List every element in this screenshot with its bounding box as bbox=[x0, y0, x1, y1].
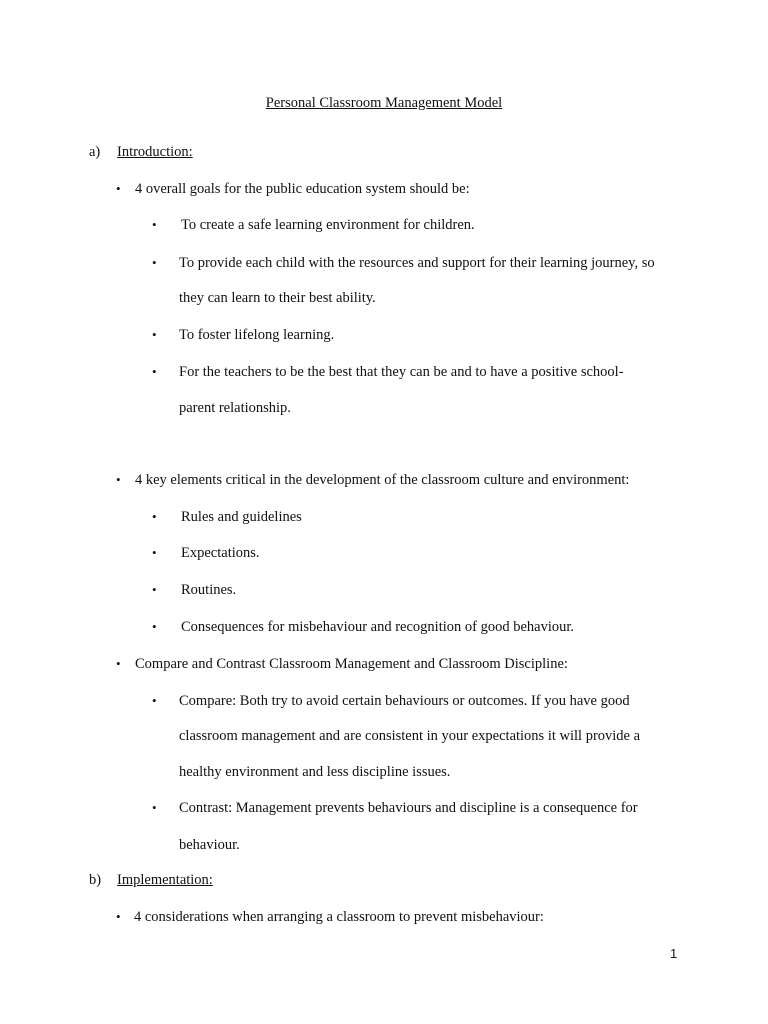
bullet-icon: • bbox=[152, 509, 157, 524]
bullet-icon: • bbox=[116, 472, 121, 487]
bullet-icon: • bbox=[152, 327, 157, 342]
sub-list-item: To create a safe learning environment for children. bbox=[181, 217, 475, 233]
section-b-letter: b) bbox=[89, 872, 102, 888]
bullet-icon: • bbox=[152, 800, 157, 815]
sub-list-item-continuation: behaviour. bbox=[179, 837, 240, 853]
bullet-icon: • bbox=[152, 364, 157, 379]
bullet-icon: • bbox=[152, 693, 157, 708]
list-item: 4 key elements critical in the development of the classroom culture and environment: bbox=[135, 472, 630, 488]
list-item: Compare and Contrast Classroom Management and Classroom Discipline: bbox=[135, 656, 568, 672]
page-number: 1 bbox=[670, 946, 678, 961]
sub-list-item-continuation: parent relationship. bbox=[179, 400, 291, 416]
sub-list-item-continuation: they can learn to their best ability. bbox=[179, 290, 376, 306]
sub-list-item: Expectations. bbox=[181, 545, 260, 561]
sub-list-item: For the teachers to be the best that they can be and to have a positive school- bbox=[179, 364, 624, 380]
sub-list-item: Routines. bbox=[181, 582, 237, 598]
sub-list-item: Consequences for misbehaviour and recognition of good behaviour. bbox=[181, 619, 575, 635]
sub-list-item-continuation: healthy environment and less discipline issues. bbox=[179, 764, 451, 780]
bullet-icon: • bbox=[116, 656, 121, 671]
sub-list-item: To provide each child with the resources and support for their learning journey, so bbox=[179, 255, 655, 271]
bullet-icon: • bbox=[152, 582, 157, 597]
sub-list-item: To foster lifelong learning. bbox=[179, 327, 335, 343]
bullet-icon: • bbox=[152, 217, 157, 232]
list-item: 4 overall goals for the public education system should be: bbox=[135, 181, 470, 197]
bullet-icon: • bbox=[116, 181, 121, 196]
bullet-icon: • bbox=[116, 909, 121, 924]
sub-list-item: Rules and guidelines bbox=[181, 509, 302, 525]
bullet-icon: • bbox=[152, 545, 157, 560]
section-b-heading: Implementation: bbox=[117, 872, 213, 888]
section-a-heading: Introduction: bbox=[117, 144, 193, 160]
section-a-letter: a) bbox=[89, 144, 101, 160]
document-title: Personal Classroom Management Model bbox=[265, 95, 503, 111]
list-item: 4 considerations when arranging a classroom to prevent misbehaviour: bbox=[134, 909, 544, 925]
sub-list-item: Contrast: Management prevents behaviours and discipline is a consequence for bbox=[179, 800, 638, 816]
sub-list-item-continuation: classroom management and are consistent in your expectations it will provide a bbox=[179, 728, 641, 744]
bullet-icon: • bbox=[152, 255, 157, 270]
sub-list-item: Compare: Both try to avoid certain behaviours or outcomes. If you have good bbox=[179, 693, 630, 709]
bullet-icon: • bbox=[152, 619, 157, 634]
